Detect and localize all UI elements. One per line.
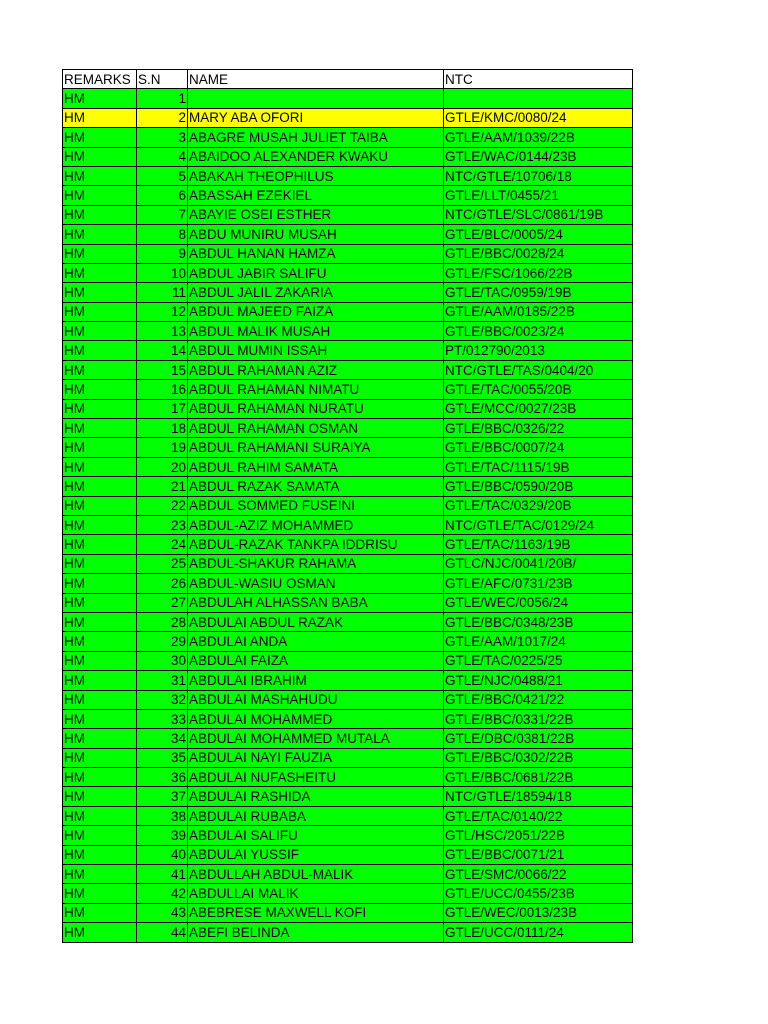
cell-ntc[interactable]: NTC/GTLE/TAS/0404/20 [444,360,633,379]
cell-ntc[interactable]: GTLE/TAC/1115/19B [444,457,633,476]
table-row [63,302,633,321]
cell-sn[interactable]: 2 [137,108,188,127]
cell-remarks[interactable]: HM [63,612,137,631]
cell-remarks[interactable]: HM [63,457,137,476]
table-row [63,496,633,515]
cell-ntc[interactable]: GTLE/TAC/0329/20B [444,496,633,515]
cell-name[interactable]: ABEFI BELINDA [188,923,444,942]
cell-sn[interactable]: 9 [137,244,188,263]
cell-ntc[interactable]: GTLC/NJC/0041/20B/ [444,554,633,573]
cell-sn[interactable]: 10 [137,263,188,282]
cell-remarks[interactable]: HM [63,535,137,554]
cell-name[interactable]: ABDU MUNIRU MUSAH [188,225,444,244]
cell-name[interactable]: ABDULLAH ABDUL-MALIK [188,865,444,884]
table-row [63,380,633,399]
cell-remarks[interactable]: HM [63,787,137,806]
table-row [63,787,633,806]
cell-ntc[interactable]: GTLE/BBC/0028/24 [444,244,633,263]
spreadsheet-table [62,69,633,943]
cell-name[interactable] [188,89,444,108]
cell-name[interactable]: ABDUL RAHAMAN OSMAN [188,419,444,438]
cell-ntc[interactable]: GTLE/DBC/0381/22B [444,729,633,748]
table-row [63,671,633,690]
cell-name[interactable]: ABDULAI SALIFU [188,826,444,845]
header-name[interactable]: NAME [188,70,444,89]
table-row [63,457,633,476]
cell-name[interactable]: ABAGRE MUSAH JULIET TAIBA [188,128,444,147]
cell-remarks[interactable]: HM [63,884,137,903]
cell-sn[interactable]: 6 [137,186,188,205]
cell-sn[interactable]: 25 [137,554,188,573]
cell-remarks[interactable]: HM [63,515,137,534]
cell-remarks[interactable]: HM [63,108,137,127]
cell-ntc[interactable]: GTLE/UCC/0111/24 [444,923,633,942]
cell-name[interactable]: ABDUL RAHAMANI SURAIYA [188,438,444,457]
cell-name[interactable]: ABDULAI NAYI FAUZIA [188,748,444,767]
table-row [63,89,633,108]
table-row [63,419,633,438]
cell-ntc[interactable]: GTLE/MCC/0027/23B [444,399,633,418]
cell-remarks[interactable]: HM [63,438,137,457]
cell-sn[interactable]: 37 [137,787,188,806]
table-row [63,690,633,709]
cell-remarks[interactable]: HM [63,322,137,341]
cell-remarks[interactable]: HM [63,671,137,690]
table-row [63,399,633,418]
cell-remarks[interactable]: HM [63,419,137,438]
table-row [63,477,633,496]
cell-name[interactable]: ABDUL SOMMED FUSEINI [188,496,444,515]
cell-name[interactable]: ABEBRESE MAXWELL KOFI [188,903,444,922]
cell-sn[interactable]: 24 [137,535,188,554]
cell-sn[interactable]: 43 [137,903,188,922]
cell-remarks[interactable]: HM [63,690,137,709]
cell-remarks[interactable]: HM [63,147,137,166]
table-row [63,225,633,244]
cell-name[interactable]: ABAYIE OSEI ESTHER [188,205,444,224]
cell-sn[interactable]: 4 [137,147,188,166]
table-row [63,729,633,748]
cell-name[interactable]: ABDULAI YUSSIF [188,845,444,864]
cell-remarks[interactable]: HM [63,89,137,108]
header-ntc[interactable]: NTC [444,70,633,89]
cell-sn[interactable]: 5 [137,166,188,185]
cell-ntc[interactable]: GTL/HSC/2051/22B [444,826,633,845]
cell-remarks[interactable]: HM [63,845,137,864]
cell-ntc[interactable]: GTLE/BBC/0302/22B [444,748,633,767]
cell-remarks[interactable]: HM [63,166,137,185]
table-row [63,108,633,127]
table-row [63,574,633,593]
cell-name[interactable]: ABDULAI NUFASHEITU [188,768,444,787]
cell-remarks[interactable]: HM [63,380,137,399]
cell-remarks[interactable]: HM [63,302,137,321]
table-row [63,147,633,166]
cell-ntc[interactable]: GTLE/BBC/0023/24 [444,322,633,341]
cell-ntc[interactable]: GTLE/TAC/0140/22 [444,806,633,825]
cell-ntc[interactable]: GTLE/FSC/1066/22B [444,263,633,282]
cell-remarks[interactable]: HM [63,651,137,670]
cell-remarks[interactable]: HM [63,865,137,884]
cell-ntc[interactable]: NTC/GTLE/TAC/0129/24 [444,515,633,534]
cell-remarks[interactable]: HM [63,748,137,767]
cell-ntc[interactable]: GTLE/SMC/0066/22 [444,865,633,884]
cell-sn[interactable]: 38 [137,806,188,825]
cell-sn[interactable]: 18 [137,419,188,438]
cell-sn[interactable]: 31 [137,671,188,690]
cell-ntc[interactable]: GTLE/TAC/0959/19B [444,283,633,302]
cell-ntc[interactable]: GTLE/BBC/0348/23B [444,612,633,631]
cell-name[interactable]: ABDUL RAHAMAN NIMATU [188,380,444,399]
cell-sn[interactable]: 40 [137,845,188,864]
cell-name[interactable]: ABDUL MALIK MUSAH [188,322,444,341]
cell-sn[interactable]: 7 [137,205,188,224]
cell-remarks[interactable]: HM [63,360,137,379]
cell-sn[interactable]: 28 [137,612,188,631]
cell-name[interactable]: ABDUL-AZIZ MOHAMMED [188,515,444,534]
cell-sn[interactable]: 26 [137,574,188,593]
cell-ntc[interactable]: NTC/GTLE/18594/18 [444,787,633,806]
cell-name[interactable]: ABDULAH ALHASSAN BABA [188,593,444,612]
cell-sn[interactable]: 22 [137,496,188,515]
cell-sn[interactable]: 19 [137,438,188,457]
cell-remarks[interactable]: HM [63,341,137,360]
cell-ntc[interactable]: GTLE/NJC/0488/21 [444,671,633,690]
table-row [63,651,633,670]
header-row [63,70,633,89]
cell-ntc[interactable]: GTLE/WEC/0056/24 [444,593,633,612]
cell-remarks[interactable]: HM [63,186,137,205]
cell-sn[interactable]: 27 [137,593,188,612]
cell-ntc[interactable]: GTLE/BBC/0326/22 [444,419,633,438]
cell-ntc[interactable]: GTLE/WEC/0013/23B [444,903,633,922]
table-row [63,884,633,903]
cell-name[interactable]: ABDUL RAHIM SAMATA [188,457,444,476]
table-row [63,554,633,573]
cell-sn[interactable]: 29 [137,632,188,651]
cell-ntc[interactable]: GTLE/BBC/0007/24 [444,438,633,457]
cell-remarks[interactable]: HM [63,128,137,147]
table-row [63,593,633,612]
cell-sn[interactable]: 35 [137,748,188,767]
table-row [63,826,633,845]
cell-name[interactable]: ABDUL MUMIN ISSAH [188,341,444,360]
cell-ntc[interactable]: GTLE/KMC/0080/24 [444,108,633,127]
cell-sn[interactable]: 44 [137,923,188,942]
table-row [63,360,633,379]
cell-name[interactable]: ABDULAI RUBABA [188,806,444,825]
cell-name[interactable]: ABDUL MAJEED FAIZA [188,302,444,321]
cell-sn[interactable]: 21 [137,477,188,496]
cell-name[interactable]: ABDULAI ABDUL RAZAK [188,612,444,631]
table-row [63,845,633,864]
cell-sn[interactable]: 20 [137,457,188,476]
cell-sn[interactable]: 42 [137,884,188,903]
cell-remarks[interactable]: HM [63,768,137,787]
cell-sn[interactable]: 33 [137,709,188,728]
cell-ntc[interactable]: GTLE/BBC/0331/22B [444,709,633,728]
cell-ntc[interactable]: NTC/GTLE/10706/18 [444,166,633,185]
cell-remarks[interactable]: HM [63,574,137,593]
cell-ntc[interactable]: GTLE/LLT/0455/21 [444,186,633,205]
table-row [63,535,633,554]
cell-sn[interactable]: 12 [137,302,188,321]
cell-name[interactable]: ABAIDOO ALEXANDER KWAKU [188,147,444,166]
cell-ntc[interactable]: NTC/GTLE/SLC/0861/19B [444,205,633,224]
table-row [63,263,633,282]
cell-sn[interactable]: 34 [137,729,188,748]
cell-sn[interactable]: 30 [137,651,188,670]
cell-name[interactable]: ABDULAI MOHAMMED MUTALA [188,729,444,748]
cell-ntc[interactable]: PT/012790/2013 [444,341,633,360]
cell-ntc[interactable]: GTLE/BBC/0071/21 [444,845,633,864]
cell-ntc[interactable]: GTLE/WAC/0144/23B [444,147,633,166]
cell-name[interactable]: ABDULAI IBRAHIM [188,671,444,690]
cell-sn[interactable]: 16 [137,380,188,399]
cell-remarks[interactable]: HM [63,283,137,302]
cell-remarks[interactable]: HM [63,593,137,612]
cell-name[interactable]: ABDULAI ANDA [188,632,444,651]
cell-name[interactable]: ABDUL RAHAMAN NURATU [188,399,444,418]
cell-ntc[interactable]: GTLE/AFC/0731/23B [444,574,633,593]
cell-sn[interactable]: 3 [137,128,188,147]
table-row [63,515,633,534]
table-row [63,341,633,360]
cell-sn[interactable]: 17 [137,399,188,418]
cell-remarks[interactable]: HM [63,496,137,515]
cell-name[interactable]: MARY ABA OFORI [188,108,444,127]
header-sn[interactable]: S.N [137,70,188,89]
cell-remarks[interactable]: HM [63,205,137,224]
cell-name[interactable]: ABDUL-SHAKUR RAHAMA [188,554,444,573]
cell-sn[interactable]: 13 [137,322,188,341]
cell-remarks[interactable]: HM [63,263,137,282]
cell-name[interactable]: ABDUL RAZAK SAMATA [188,477,444,496]
cell-sn[interactable]: 32 [137,690,188,709]
cell-name[interactable]: ABDULAI RASHIDA [188,787,444,806]
cell-name[interactable]: ABAKAH THEOPHILUS [188,166,444,185]
cell-remarks[interactable]: HM [63,806,137,825]
cell-name[interactable]: ABDULAI FAIZA [188,651,444,670]
cell-ntc[interactable] [444,89,633,108]
cell-name[interactable]: ABDUL-RAZAK TANKPA IDDRISU [188,535,444,554]
cell-remarks[interactable]: HM [63,554,137,573]
cell-name[interactable]: ABDUL HANAN HAMZA [188,244,444,263]
cell-remarks[interactable]: HM [63,729,137,748]
table-row [63,322,633,341]
cell-name[interactable]: ABDUL-WASIU OSMAN [188,574,444,593]
cell-remarks[interactable]: HM [63,399,137,418]
header-remarks[interactable]: REMARKS [63,70,137,89]
cell-ntc[interactable]: GTLE/BBC/0681/22B [444,768,633,787]
cell-name[interactable]: ABDULAI MASHAHUDU [188,690,444,709]
table-row [63,709,633,728]
cell-name[interactable]: ABDUL JABIR SALIFU [188,263,444,282]
table-row [63,244,633,263]
table-row [63,612,633,631]
cell-sn[interactable]: 36 [137,768,188,787]
table-row [63,438,633,457]
cell-sn[interactable]: 41 [137,865,188,884]
cell-name[interactable]: ABDUL JALIL ZAKARIA [188,283,444,302]
table-row [63,205,633,224]
table-row [63,923,633,942]
table-row [63,865,633,884]
cell-sn[interactable]: 15 [137,360,188,379]
table-row [63,768,633,787]
cell-sn[interactable]: 8 [137,225,188,244]
cell-ntc[interactable]: GTLE/UCC/0455/23B [444,884,633,903]
cell-name[interactable]: ABASSAH EZEKIEL [188,186,444,205]
cell-ntc[interactable]: GTLE/AAM/0185/22B [444,302,633,321]
cell-remarks[interactable]: HM [63,477,137,496]
cell-name[interactable]: ABDULLAI MALIK [188,884,444,903]
cell-ntc[interactable]: GTLE/BBC/0590/20B [444,477,633,496]
cell-sn[interactable]: 39 [137,826,188,845]
cell-remarks[interactable]: HM [63,826,137,845]
table-row [63,903,633,922]
cell-ntc[interactable]: GTLE/BBC/0421/22 [444,690,633,709]
table-row [63,128,633,147]
cell-remarks[interactable]: HM [63,709,137,728]
table-row [63,186,633,205]
cell-sn[interactable]: 14 [137,341,188,360]
cell-ntc[interactable]: GTLE/TAC/0225/25 [444,651,633,670]
table-row [63,748,633,767]
cell-ntc[interactable]: GTLE/AAM/1039/22B [444,128,633,147]
table-row [63,806,633,825]
cell-ntc[interactable]: GTLE/BLC/0005/24 [444,225,633,244]
cell-remarks[interactable]: HM [63,244,137,263]
table-row [63,632,633,651]
cell-name[interactable]: ABDULAI MOHAMMED [188,709,444,728]
cell-remarks[interactable]: HM [63,632,137,651]
cell-remarks[interactable]: HM [63,923,137,942]
cell-ntc[interactable]: GTLE/TAC/0055/20B [444,380,633,399]
cell-sn[interactable]: 11 [137,283,188,302]
cell-ntc[interactable]: GTLE/AAM/1017/24 [444,632,633,651]
cell-name[interactable]: ABDUL RAHAMAN AZIZ [188,360,444,379]
cell-remarks[interactable]: HM [63,225,137,244]
cell-sn[interactable]: 1 [137,89,188,108]
table-row [63,166,633,185]
cell-sn[interactable]: 23 [137,515,188,534]
table-row [63,283,633,302]
cell-ntc[interactable]: GTLE/TAC/1163/19B [444,535,633,554]
cell-remarks[interactable]: HM [63,903,137,922]
table-body [63,89,633,942]
